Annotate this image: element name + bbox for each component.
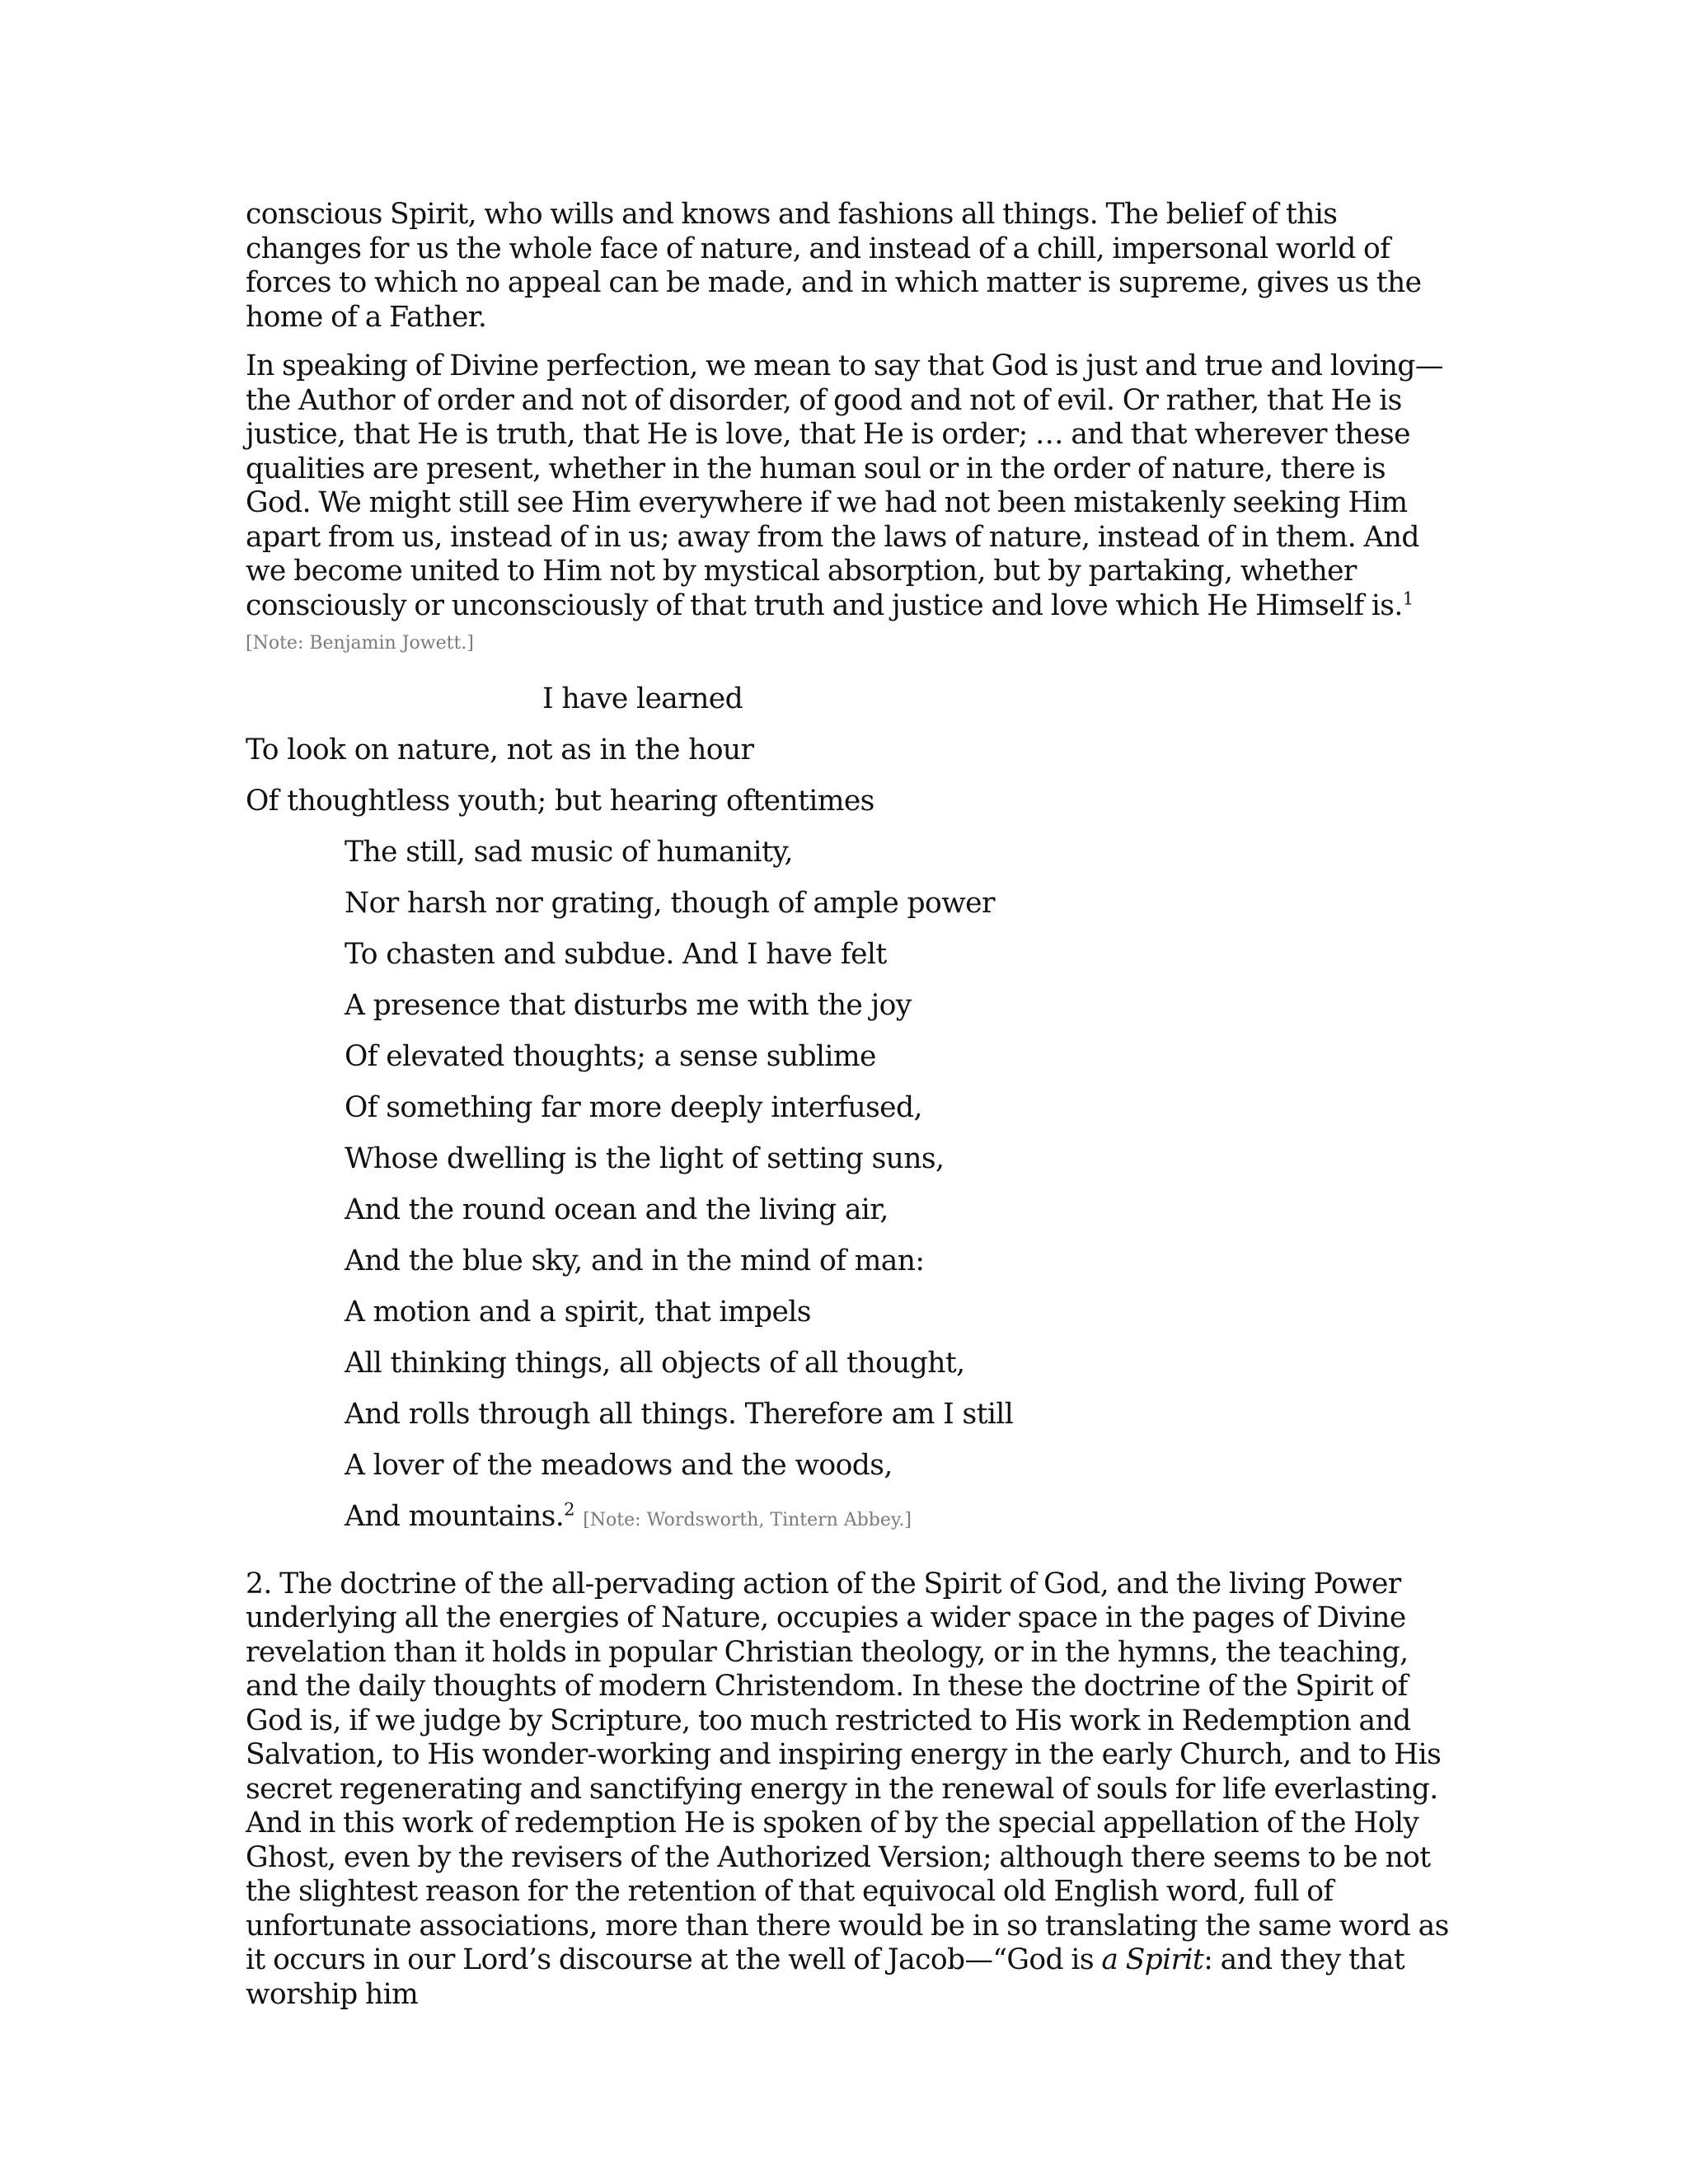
poem-line: Whose dwelling is the light of setting suns, — [345, 1141, 945, 1175]
poem-line: A presence that disturbs me with the joy — [345, 988, 912, 1022]
paragraph-3-emphasis: a Spirit — [1101, 1943, 1204, 1976]
poem-line: A motion and a spirit, that impels — [345, 1295, 811, 1329]
poem-line: Of something far more deeply interfused, — [345, 1090, 922, 1124]
poem-line: Of elevated thoughts; a sense sublime — [345, 1039, 876, 1073]
footnote-1-mark: 1 — [1402, 588, 1414, 608]
poem-block — [246, 682, 1449, 1551]
poem-line: A lover of the meadows and the woods, — [345, 1448, 893, 1482]
footnote-2-mark: 2 — [564, 1499, 574, 1519]
poem-line: Of thoughtless youth; but hearing oftentimes — [246, 784, 874, 818]
paragraph-2-text: In speaking of Divine perfection, we mean to say that God is just and true and loving—the Author of order and not of disorder, of good and not of evil. Or rather, that He is justice, that He is truth, that He is love, that He is order; … and that wherever these qualities are present, whether in the human soul or in the order of nature, there is God. We might still see Him everywhere if we had not been mistakenly seeking Him apart from us, instead of in us; away from the laws of nature, instead of in them. And we become united to Him not by mystical absorption, but by partaking, whether consciously or unconsciously of that truth and justice and love which He Himself is. — [246, 349, 1443, 622]
poem-line-last — [246, 1500, 1449, 1551]
paragraph-1: conscious Spirit, who wills and knows and fashions all things. The belief of this changes for us the whole face of nature, and instead of a chill, impersonal world of forces to which no appeal can be made, and in which matter is supreme, gives us the home of a Father. — [246, 198, 1422, 334]
paragraph-3-text: 2. The doctrine of the all-pervading action of the Spirit of God, and the living Power underlying all the energies of Nature, occupies a wider space in the pages of Divine revelation than it holds in popular Christian theology, or in the hymns, the teaching, and the daily thoughts of modern Christendom. In these the doctrine of the Spirit of God is, if we judge by Scripture, too much restricted to His work in Redemption and Salvation, to His wonder-working and inspiring energy in the early Church, and to His secret regenerating and sanctifying energy in the renewal of souls for life everlasting. And in this work of redemption He is spoken of by the special appellation of the Holy Ghost, even by the revisers of the Authorized Version; although there seems to be not the slightest reason for the retention of that equivocal old English word, full of unfortunate associations, more than there would be in so translating the same word as it occurs in our Lord’s discourse at the well of Jacob—“God is — [246, 1567, 1449, 1976]
poem-line: And the blue sky, and in the mind of man: — [345, 1244, 925, 1277]
page-content — [246, 198, 1449, 2027]
paragraph-2 — [246, 349, 1449, 658]
poem-line: All thinking things, all objects of all thought, — [345, 1346, 965, 1380]
footnote-2-note: [Note: Wordsworth, Tintern Abbey.] — [583, 1509, 912, 1530]
poem-line: To chasten and subdue. And I have felt — [345, 937, 887, 971]
poem-line: I have learned — [542, 682, 743, 715]
poem-line-text: And mountains. — [345, 1499, 565, 1533]
poem-line: Nor harsh nor grating, though of ample power — [345, 886, 995, 920]
footnote-1-note: [Note: Benjamin Jowett.] — [246, 633, 474, 654]
poem-line: The still, sad music of humanity, — [345, 835, 793, 869]
poem-line: To look on nature, not as in the hour — [246, 733, 754, 766]
paragraph-3-tail: : and they that worship him — [246, 1943, 1405, 2011]
poem-line: And the round ocean and the living air, — [345, 1193, 889, 1226]
poem-line: And rolls through all things. Therefore am I still — [345, 1397, 1014, 1431]
paragraph-3 — [246, 1568, 1449, 2013]
